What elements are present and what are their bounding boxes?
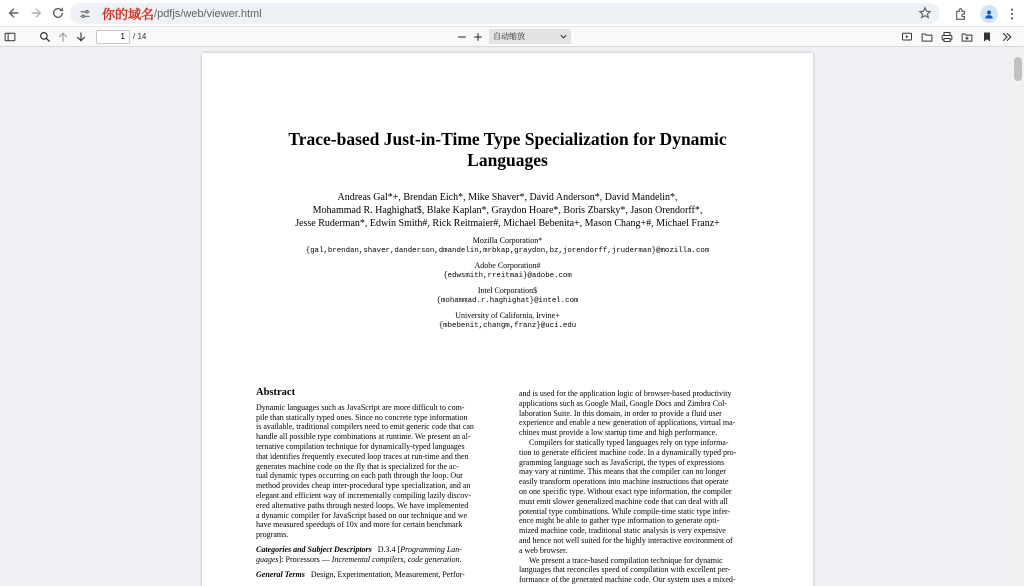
text-line: and hence not well suited for the highly interactive environment of — [519, 535, 733, 545]
bookmark-icon[interactable] — [978, 28, 996, 46]
address-bar[interactable] — [70, 3, 940, 24]
intro-paragraph-3 — [519, 556, 759, 585]
affiliation-name: Adobe Corporation# — [474, 261, 541, 270]
toolbar-right-group — [898, 28, 1016, 46]
reload-icon[interactable] — [47, 2, 69, 24]
text-line: a dynamic compiler for JavaScript based on our technique and we — [256, 510, 468, 520]
general-terms-text: Design, Experimentation, Measurement, Perfor- — [310, 569, 465, 579]
categories-text: Programming Lan- — [400, 544, 462, 554]
authors-line: Andreas Gal*+, Brendan Eich*, Mike Shaver*, David Anderson*, David Mandelin*, — [337, 192, 678, 203]
affiliation-emails: {edwsmith,rreitmai}@adobe.com — [443, 272, 572, 280]
text-line: a web browser. — [519, 545, 568, 555]
text-line: Dynamic languages such as JavaScript are more difficult to com- — [256, 402, 465, 412]
text-line: tual dynamic types occurring on each path through the loop. Our — [256, 471, 463, 481]
affiliation-name: Mozilla Corporation* — [472, 236, 543, 245]
text-line: gramming language such as JavaScript, the types of expressions — [519, 457, 725, 467]
zoom-in-icon[interactable] — [469, 28, 487, 46]
text-line: programs. — [256, 530, 289, 540]
abstract-heading: Abstract — [256, 387, 296, 398]
affiliation-mozilla — [202, 235, 813, 257]
affiliation-name: University of California, Irvine+ — [455, 311, 560, 320]
forward-arrow-icon[interactable] — [25, 2, 47, 24]
sidebar-toggle-icon[interactable] — [1, 28, 19, 46]
bookmark-star-icon[interactable] — [918, 6, 932, 20]
zoom-select-label: 自动缩放 — [493, 32, 525, 41]
text-line: that identifies frequently executed loop traces at run-time and then — [256, 451, 469, 461]
text-line: on one specific type. Without exact type information, the compiler — [519, 486, 732, 496]
authors-line: Mohammad R. Haghighat$, Blake Kaplan*, Graydon Hoare*, Boris Zbarsky*, Jason Orendorff*, — [312, 205, 703, 216]
print-icon[interactable] — [938, 28, 956, 46]
profile-avatar-icon[interactable] — [980, 5, 998, 23]
text-line: method provides cheap inter-procedural type specialization, and an — [256, 481, 471, 491]
abstract-text — [256, 403, 496, 540]
next-page-icon[interactable] — [72, 28, 90, 46]
text-line: generates machine code on the fly that is specialized for the ac- — [256, 461, 459, 471]
pdf-page — [202, 53, 813, 586]
tools-double-chevron-icon[interactable] — [998, 28, 1016, 46]
text-line: and is used for the application logic of browser-based productivity — [519, 389, 732, 398]
browser-actions — [950, 0, 1024, 27]
text-line: languages that reconciles speed of compilation with excellent per- — [519, 565, 731, 575]
presentation-mode-icon[interactable] — [898, 28, 916, 46]
paper-title — [202, 129, 813, 171]
text-line: Compilers for statically typed languages rely on type informa- — [529, 437, 729, 447]
previous-page-icon[interactable] — [54, 28, 72, 46]
categories-text: Incremental compilers, code generation — [331, 554, 460, 564]
categories-paragraph — [256, 545, 496, 565]
text-line: applications such as Google Mail, Google Docs and Zimbra Col- — [519, 398, 727, 408]
affiliation-uci — [202, 310, 813, 332]
text-line: chines must provide a low startup time and high performance. — [519, 428, 718, 438]
text-line: easily transform operations into machine instructions that operate — [519, 477, 729, 487]
back-arrow-icon[interactable] — [3, 2, 25, 24]
text-line: experience and enable a new generation of applications, virtual ma- — [519, 418, 736, 428]
open-file-icon[interactable] — [918, 28, 936, 46]
text-line: laboration Suite. In this domain, in order to provide a fluid user — [519, 408, 722, 418]
text-line: ence might be able to gather type information to generate opti- — [519, 516, 720, 526]
affiliation-adobe — [202, 260, 813, 282]
text-line: ered alternative paths through nested loops. We have implemented — [256, 500, 469, 510]
general-terms-heading: General Terms — [256, 569, 305, 579]
affiliation-name: Intel Corporation$ — [477, 286, 538, 295]
general-terms-paragraph — [256, 570, 496, 580]
download-icon[interactable] — [958, 28, 976, 46]
url-path: /pdfjs/web/viewer.html — [154, 7, 262, 20]
page-count: / 14 — [133, 32, 147, 41]
site-settings-icon[interactable] — [78, 7, 92, 21]
text-line: tion to generate efficient machine code. In a dynamically typed pro- — [519, 447, 737, 457]
affiliation-emails: {mbebenit,changm,franz}@uci.edu — [438, 322, 577, 330]
categories-heading: Categories and Subject Descriptors — [256, 544, 372, 554]
pdf-viewer-area[interactable] — [0, 47, 1012, 586]
text-line: ternative compilation technique for dynamically-typed languages — [256, 441, 465, 451]
vertical-scrollbar[interactable] — [1012, 47, 1024, 586]
chevron-down-icon — [560, 32, 567, 41]
text-line: handle all possible type combinations at runtime. We present an al- — [256, 432, 471, 442]
text-line: formance of the generated machine code. Our system uses a mixed- — [519, 575, 736, 585]
categories-text: D.3.4 [ — [377, 544, 401, 554]
paper-title-line: Languages — [467, 150, 548, 170]
paper-authors — [202, 191, 813, 230]
text-line: must emit slower generalized machine code that can deal with all — [519, 496, 728, 506]
categories-text: ]: Processors — — [278, 554, 330, 564]
extensions-icon[interactable] — [950, 3, 972, 25]
intro-paragraph-1 — [519, 389, 759, 438]
text-line: pile than statically typed ones. Since no concrete type information — [256, 412, 468, 422]
url-domain: 你的域名 — [102, 8, 155, 23]
text-line: potential type combinations. While compile-time static type infer- — [519, 506, 731, 516]
pdf-toolbar — [0, 27, 1024, 47]
intro-paragraph-2 — [519, 438, 759, 556]
right-column — [519, 389, 759, 585]
affiliation-emails: {mohammad.r.haghighat}@intel.com — [436, 297, 579, 305]
text-line: is available, traditional compilers need to emit generic code that can — [256, 422, 474, 432]
text-line: We present a trace-based compilation technique for dynamic — [529, 555, 723, 565]
zoom-select[interactable] — [489, 29, 571, 44]
find-search-icon[interactable] — [36, 28, 54, 46]
left-column — [256, 388, 496, 579]
browser-toolbar — [0, 0, 1024, 27]
page-number-input[interactable] — [96, 30, 130, 44]
authors-line: Jesse Ruderman*, Edwin Smith#, Rick Reitmaier#, Michael Bebenita+, Mason Chang+#, Michael Franz+ — [295, 218, 720, 229]
text-line: may vary at runtime. This means that the compiler can no longer — [519, 467, 726, 477]
affiliation-emails: {gal,brendan,shaver,danderson,dmandelin,mrbkap,graydon,bz,jorendorff,jruderman}@mozilla.com — [305, 247, 710, 255]
text-line: mized machine code, traditional static analysis is very expensive — [519, 526, 726, 536]
menu-kebab-icon[interactable] — [1006, 3, 1018, 25]
paper-title-line: Trace-based Just-in-Time Type Specialization for Dynamic — [288, 129, 727, 149]
categories-text: guages — [256, 554, 279, 564]
scrollbar-thumb[interactable] — [1014, 57, 1022, 81]
affiliation-intel — [202, 285, 813, 307]
categories-text: . — [459, 554, 462, 564]
text-line: have measured speedups of 10x and more for certain benchmark — [256, 520, 463, 530]
text-line: elegant and efficient way of incrementally compiling lazily discov- — [256, 490, 471, 500]
